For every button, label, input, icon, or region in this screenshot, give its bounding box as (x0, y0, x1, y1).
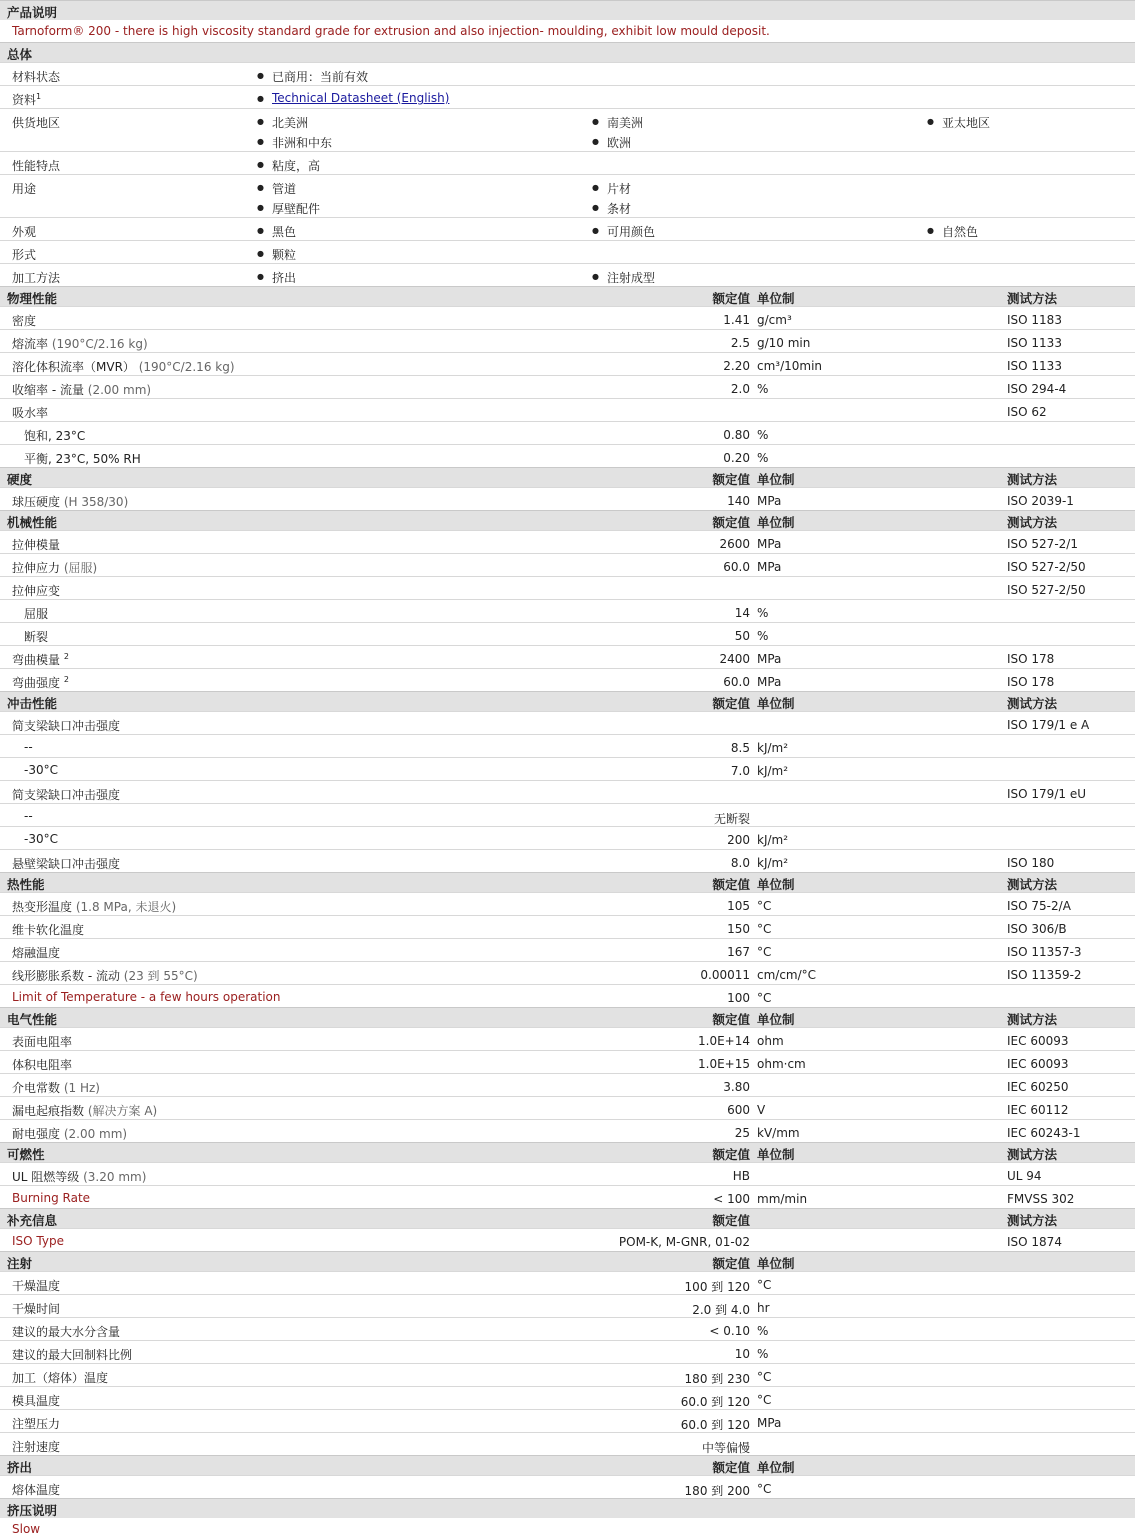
column-header-method: 测试方法 (1007, 515, 1058, 530)
property-unit: g/10 min (757, 336, 811, 350)
section-title: 热性能 (7, 877, 45, 892)
property-label: 球压硬度 (H 358/30) (12, 495, 129, 509)
column-header-unit: 单位制 (757, 1256, 795, 1271)
property-unit: °C (757, 922, 772, 936)
property-row (0, 1050, 1135, 1073)
general-label: 用途 (12, 182, 37, 196)
property-condition: (3.20 mm) (79, 1170, 147, 1184)
column-header-value: 额定值 (712, 1460, 750, 1475)
property-label: 平衡, 23°C, 50% RH (24, 452, 141, 466)
general-label: 性能特点 (12, 159, 61, 173)
property-row (0, 487, 1135, 510)
column-header-value: 额定值 (712, 1213, 750, 1228)
test-method: ISO 75-2/A (1007, 899, 1071, 913)
property-row (0, 1185, 1135, 1208)
property-value: 600 (727, 1103, 750, 1117)
property-label: 维卡软化温度 (12, 923, 85, 937)
section-header (0, 1007, 1135, 1027)
property-unit: kJ/m² (757, 741, 789, 755)
property-row (0, 668, 1135, 691)
test-method: ISO 527-2/50 (1007, 583, 1086, 597)
property-unit: °C (757, 1393, 772, 1407)
general-label: 材料状态 (12, 70, 61, 84)
property-label: 注塑压力 (12, 1417, 61, 1431)
property-value: 10 (734, 1347, 750, 1361)
property-label: 介电常数 (1 Hz) (12, 1081, 100, 1095)
property-label: 干燥温度 (12, 1279, 61, 1293)
property-label: 弯曲强度 $^2$ (12, 675, 69, 690)
property-row (0, 892, 1135, 915)
property-row (0, 1271, 1135, 1294)
property-unit: °C (757, 1370, 772, 1384)
property-label: 熔体温度 (12, 1483, 61, 1497)
property-unit: % (757, 428, 769, 442)
property-condition: (解决方案 A) (84, 1104, 158, 1118)
property-condition: (屈服) (60, 561, 98, 575)
general-list-item: ● 南美洲 (607, 114, 643, 131)
general-label: 外观 (12, 225, 37, 239)
property-unit: kJ/m² (757, 833, 789, 847)
property-label: 建议的最大回制料比例 (12, 1348, 133, 1362)
property-label: 表面电阻率 (12, 1035, 73, 1049)
property-label: Burning Rate (12, 1191, 91, 1205)
property-label: -30°C (24, 763, 58, 777)
property-label: 简支梁缺口冲击强度 (12, 719, 121, 733)
extrusion-note-text: Slow (12, 1522, 41, 1536)
property-unit: MPa (757, 1416, 782, 1430)
column-header-unit: 单位制 (757, 1012, 795, 1027)
property-value: 0.00011 (700, 968, 750, 982)
property-unit: % (757, 629, 769, 643)
column-header-unit: 单位制 (757, 696, 795, 711)
property-row (0, 444, 1135, 467)
property-label: 熔融温度 (12, 946, 61, 960)
property-row (0, 849, 1135, 872)
property-row (0, 599, 1135, 622)
test-method: ISO 527-2/50 (1007, 560, 1086, 574)
general-list-item: ● 管道 (272, 180, 296, 197)
property-row (0, 780, 1135, 803)
datasheet-link-item[interactable] (272, 91, 449, 105)
property-label: 热变形温度 (1.8 MPa, 未退火) (12, 900, 177, 914)
property-condition: (23 到 55°C) (119, 969, 198, 983)
property-unit: ohm·cm (757, 1057, 806, 1071)
property-label: ISO Type (12, 1234, 64, 1248)
column-header-unit: 单位制 (757, 291, 795, 306)
extrusion-note-header (0, 1498, 1135, 1518)
property-unit: MPa (757, 537, 782, 551)
property-unit: °C (757, 991, 772, 1005)
general-label: 供货地区 (12, 116, 61, 130)
property-label: 耐电强度 (2.00 mm) (12, 1127, 128, 1141)
property-condition: (190°C/2.16 kg) (134, 360, 235, 374)
property-row (0, 915, 1135, 938)
property-label: 拉伸模量 (12, 538, 61, 552)
section-title: 注射 (7, 1256, 33, 1271)
property-value: 50 (734, 629, 750, 643)
test-method: ISO 178 (1007, 675, 1055, 689)
section-header (0, 1142, 1135, 1162)
section-header (0, 872, 1135, 892)
product-description-header (0, 0, 1135, 20)
test-method: ISO 62 (1007, 405, 1047, 419)
property-unit: % (757, 382, 769, 396)
property-row (0, 961, 1135, 984)
property-label: 注射速度 (12, 1440, 61, 1454)
section-title: 可燃性 (7, 1147, 45, 1162)
property-row (0, 306, 1135, 329)
property-unit: ohm (757, 1034, 784, 1048)
column-header-method: 测试方法 (1007, 696, 1058, 711)
property-row (0, 1073, 1135, 1096)
column-header-value: 额定值 (712, 515, 750, 530)
property-unit: % (757, 606, 769, 620)
property-label: 屈服 (24, 607, 49, 621)
property-value: < 0.10 (709, 1324, 750, 1338)
property-label: 熔流率 (190°C/2.16 kg) (12, 337, 148, 351)
property-label: 简支梁缺口冲击强度 (12, 788, 121, 802)
property-unit: MPa (757, 675, 782, 689)
property-value: 60.0 (723, 675, 750, 689)
property-label: 体积电阻率 (12, 1058, 73, 1072)
property-unit: V (757, 1103, 766, 1117)
property-row (0, 622, 1135, 645)
column-header-method: 测试方法 (1007, 1213, 1058, 1228)
property-unit: kJ/m² (757, 764, 789, 778)
product-description-text: Tarnoform® 200 - there is high viscosity standard grade for extrusion and also injection- moulding, exhibit low mould deposit. (12, 24, 770, 38)
property-label: 密度 (12, 314, 37, 328)
property-label: 漏电起痕指数 (解决方案 A) (12, 1104, 158, 1118)
property-value: 2.0 (730, 382, 750, 396)
property-value: 60.0 到 120 (680, 1395, 750, 1409)
section-title: 挤出 (7, 1460, 33, 1475)
property-label: 收缩率 - 流量 (2.00 mm) (12, 383, 152, 397)
column-header-method: 测试方法 (1007, 1012, 1058, 1027)
section-title: 补充信息 (7, 1213, 58, 1228)
general-header (0, 42, 1135, 62)
property-row (0, 530, 1135, 553)
section-title: 电气性能 (7, 1012, 58, 1027)
general-row (0, 263, 1135, 286)
technical-datasheet-link[interactable]: Technical Datasheet (English) (272, 91, 450, 105)
property-label: -- (24, 809, 33, 823)
general-list-item: ● 北美洲 (272, 114, 308, 131)
property-row (0, 1317, 1135, 1340)
property-row (0, 1228, 1135, 1251)
extrusion-note (0, 1518, 1135, 1540)
property-label: 饱和, 23°C (24, 429, 86, 443)
property-row (0, 938, 1135, 961)
property-row (0, 1162, 1135, 1185)
column-header-value: 额定值 (712, 877, 750, 892)
test-method: ISO 1183 (1007, 313, 1062, 327)
property-value: 0.80 (723, 428, 750, 442)
property-label: 吸水率 (12, 406, 49, 420)
general-row (0, 62, 1135, 85)
general-list-item: ● 粘度，高 (272, 157, 320, 174)
test-method: IEC 60243-1 (1007, 1126, 1081, 1140)
general-list-item: ● 片材 (607, 180, 631, 197)
column-header-value: 额定值 (712, 1256, 750, 1271)
test-method: IEC 60093 (1007, 1034, 1069, 1048)
column-header-method: 测试方法 (1007, 291, 1058, 306)
column-header-unit: 单位制 (757, 1460, 795, 1475)
property-row (0, 826, 1135, 849)
property-value: 3.80 (723, 1080, 750, 1094)
section-header (0, 286, 1135, 306)
property-value: 167 (727, 945, 750, 959)
column-header-value: 额定值 (712, 291, 750, 306)
section-title: 冲击性能 (7, 696, 58, 711)
test-method: ISO 2039-1 (1007, 494, 1074, 508)
general-list-item: ● 注射成型 (607, 269, 655, 286)
property-unit: g/cm³ (757, 313, 792, 327)
property-unit: MPa (757, 560, 782, 574)
property-row (0, 1294, 1135, 1317)
test-method: ISO 1874 (1007, 1235, 1062, 1249)
general-list-item: ● 欧洲 (607, 134, 631, 151)
property-value: 14 (734, 606, 750, 620)
property-value: 140 (727, 494, 750, 508)
property-label: 溶化体积流率（MVR） (190°C/2.16 kg) (12, 360, 235, 374)
property-row (0, 645, 1135, 668)
property-unit: mm/min (757, 1192, 808, 1206)
column-header-method: 测试方法 (1007, 472, 1058, 487)
property-value: 2400 (719, 652, 750, 666)
property-value: 2.5 (730, 336, 750, 350)
property-row (0, 398, 1135, 421)
property-row (0, 375, 1135, 398)
test-method: ISO 179/1 eU (1007, 787, 1086, 801)
property-unit: °C (757, 1278, 772, 1292)
property-unit: cm/cm/°C (757, 968, 817, 982)
property-condition: (1 Hz) (60, 1081, 100, 1095)
property-unit: MPa (757, 652, 782, 666)
general-row (0, 217, 1135, 240)
section-header (0, 510, 1135, 530)
property-unit: % (757, 451, 769, 465)
footnote-marker: 2 (63, 652, 69, 661)
property-unit: °C (757, 1482, 772, 1496)
property-value: 180 到 230 (684, 1372, 750, 1386)
property-label: 拉伸应变 (12, 584, 61, 598)
general-row (0, 108, 1135, 151)
general-list-item: ● 非洲和中东 (272, 134, 332, 151)
property-value: 25 (734, 1126, 750, 1140)
property-label: Limit of Temperature - a few hours operation (12, 990, 281, 1004)
test-method: IEC 60250 (1007, 1080, 1069, 1094)
test-method: IEC 60112 (1007, 1103, 1069, 1117)
section-header (0, 1251, 1135, 1271)
column-header-method: 测试方法 (1007, 1147, 1058, 1162)
general-list-item: ● 可用颜色 (607, 223, 655, 240)
property-label: 模具温度 (12, 1394, 61, 1408)
column-header-value: 额定值 (712, 696, 750, 711)
property-row (0, 576, 1135, 599)
general-list-item: ● 挤出 (272, 269, 296, 286)
general-list-item: ● 黑色 (272, 223, 296, 240)
property-value: 8.5 (730, 741, 750, 755)
general-row (0, 240, 1135, 263)
general-row (0, 174, 1135, 217)
property-value: 60.0 到 120 (680, 1418, 750, 1432)
footnote-marker: 1 (36, 92, 42, 101)
property-value: 无断裂 (713, 812, 750, 826)
property-row (0, 553, 1135, 576)
property-row (0, 1027, 1135, 1050)
property-value: 200 (727, 833, 750, 847)
property-value: 2.0 到 4.0 (692, 1303, 750, 1317)
section-title: 物理性能 (7, 291, 58, 306)
test-method: FMVSS 302 (1007, 1192, 1075, 1206)
property-value: 2600 (719, 537, 750, 551)
property-row (0, 757, 1135, 780)
footnote-marker: 2 (63, 675, 69, 684)
section-title: 挤压说明 (7, 1503, 58, 1518)
column-header-value: 额定值 (712, 1012, 750, 1027)
section-title: 机械性能 (7, 515, 58, 530)
general-label: 资料$^1$ (12, 92, 42, 107)
general-list-item: ● 已商用：当前有效 (272, 68, 368, 85)
property-unit: MPa (757, 494, 782, 508)
section-header (0, 691, 1135, 711)
property-row (0, 1119, 1135, 1142)
column-header-unit: 单位制 (757, 877, 795, 892)
property-value: POM-K, M-GNR, 01-02 (618, 1235, 750, 1249)
property-value: 1.0E+15 (698, 1057, 750, 1071)
test-method: ISO 11359-2 (1007, 968, 1082, 982)
test-method: ISO 527-2/1 (1007, 537, 1078, 551)
property-condition: (2.00 mm) (83, 383, 152, 397)
property-row (0, 803, 1135, 826)
property-value: 100 (727, 991, 750, 1005)
property-row (0, 984, 1135, 1007)
general-list-item: ● 亚太地区 (942, 114, 990, 131)
property-label: -30°C (24, 832, 58, 846)
general-label: 形式 (12, 248, 37, 262)
property-value: HB (732, 1169, 750, 1183)
property-condition: (2.00 mm) (60, 1127, 128, 1141)
property-value: 2.20 (723, 359, 750, 373)
property-row (0, 734, 1135, 757)
column-header-unit: 单位制 (757, 1147, 795, 1162)
test-method: ISO 11357-3 (1007, 945, 1082, 959)
test-method: ISO 180 (1007, 856, 1055, 870)
property-label: 弯曲模量 $^2$ (12, 652, 69, 667)
section-title: 产品说明 (7, 5, 58, 20)
property-label: -- (24, 740, 33, 754)
property-row (0, 1096, 1135, 1119)
property-label: 线形膨胀系数 - 流动 (23 到 55°C) (12, 969, 198, 983)
product-description (0, 20, 1135, 42)
property-row (0, 421, 1135, 444)
property-unit: hr (757, 1301, 770, 1315)
property-unit: kJ/m² (757, 856, 789, 870)
property-value: 中等偏慢 (701, 1441, 750, 1455)
test-method: IEC 60093 (1007, 1057, 1069, 1071)
property-label: 拉伸应力 (屈服) (12, 561, 98, 575)
test-method: ISO 294-4 (1007, 382, 1067, 396)
property-value: 1.41 (723, 313, 750, 327)
test-method: ISO 178 (1007, 652, 1055, 666)
general-list-item: ● 自然色 (942, 223, 978, 240)
property-value: 105 (727, 899, 750, 913)
property-value: 180 到 200 (684, 1484, 750, 1498)
property-condition: (1.8 MPa, 未退火) (72, 900, 177, 914)
property-row (0, 1432, 1135, 1455)
general-list-item: ● 颗粒 (272, 246, 296, 263)
test-method: UL 94 (1007, 1169, 1042, 1183)
property-unit: °C (757, 899, 772, 913)
property-condition: (H 358/30) (60, 495, 129, 509)
property-label: 断裂 (24, 630, 49, 644)
property-row (0, 1363, 1135, 1386)
property-value: 8.0 (730, 856, 750, 870)
property-label: 加工（熔体）温度 (12, 1371, 109, 1385)
property-unit: cm³/10min (757, 359, 823, 373)
property-row (0, 329, 1135, 352)
property-value: 1.0E+14 (698, 1034, 750, 1048)
section-header (0, 1208, 1135, 1228)
property-row (0, 1340, 1135, 1363)
column-header-unit: 单位制 (757, 515, 795, 530)
property-row (0, 1475, 1135, 1498)
property-value: 100 到 120 (684, 1280, 750, 1294)
general-label: 加工方法 (12, 271, 61, 285)
test-method: ISO 179/1 e A (1007, 718, 1090, 732)
test-method: ISO 306/B (1007, 922, 1067, 936)
property-row (0, 1409, 1135, 1432)
property-label: 建议的最大水分含量 (12, 1325, 121, 1339)
section-header (0, 467, 1135, 487)
property-unit: kV/mm (757, 1126, 800, 1140)
section-header (0, 1455, 1135, 1475)
property-label: 干燥时间 (12, 1302, 61, 1316)
property-value: 0.20 (723, 451, 750, 465)
property-value: < 100 (713, 1192, 750, 1206)
property-unit: % (757, 1324, 769, 1338)
column-header-value: 额定值 (712, 472, 750, 487)
property-value: 60.0 (723, 560, 750, 574)
general-row (0, 85, 1135, 108)
property-unit: °C (757, 945, 772, 959)
general-row (0, 151, 1135, 174)
property-condition: (190°C/2.16 kg) (48, 337, 148, 351)
property-row (0, 711, 1135, 734)
general-list-item: ● 厚壁配件 (272, 200, 320, 217)
property-label: 悬壁梁缺口冲击强度 (12, 857, 121, 871)
property-label: UL 阻燃等级 (3.20 mm) (12, 1170, 147, 1184)
column-header-method: 测试方法 (1007, 877, 1058, 892)
section-title: 硬度 (7, 472, 33, 487)
property-row (0, 352, 1135, 375)
test-method: ISO 1133 (1007, 359, 1062, 373)
general-list-item: ● 条材 (607, 200, 631, 217)
property-row (0, 1386, 1135, 1409)
property-unit: % (757, 1347, 769, 1361)
column-header-unit: 单位制 (757, 472, 795, 487)
section-title: 总体 (7, 47, 33, 62)
column-header-value: 额定值 (712, 1147, 750, 1162)
property-value: 150 (727, 922, 750, 936)
test-method: ISO 1133 (1007, 336, 1062, 350)
property-value: 7.0 (730, 764, 750, 778)
